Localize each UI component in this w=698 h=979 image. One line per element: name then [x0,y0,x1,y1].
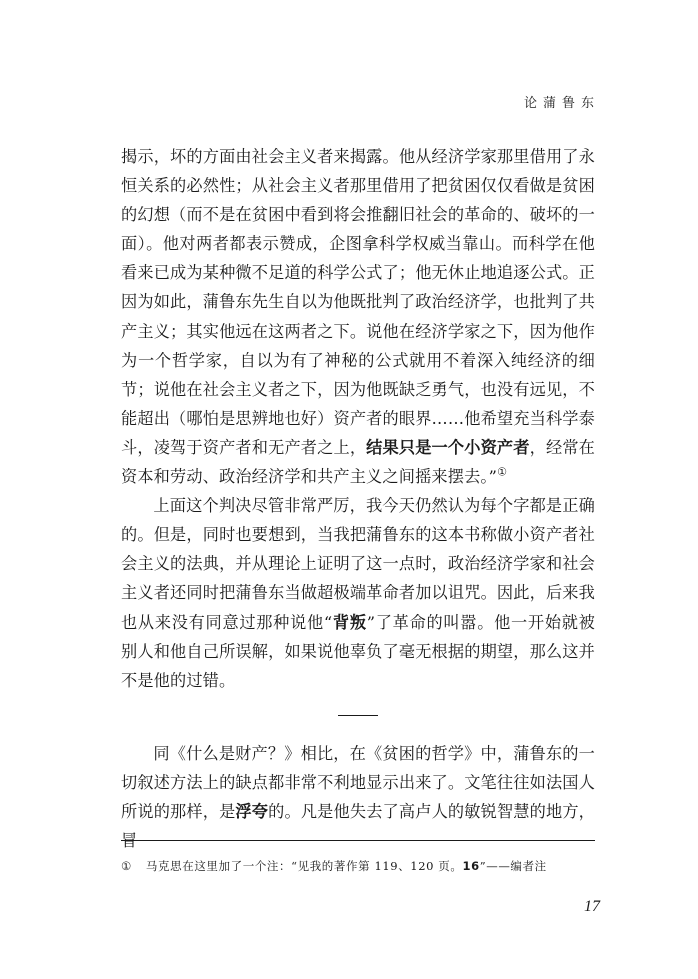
page-number: 17 [584,898,600,915]
paragraph-3-text-b: 的。凡是他失去了高卢人的敏锐智慧的地方，冒 [121,801,596,851]
footnote-reference[interactable]: ① [497,465,508,479]
paragraph-3-text-a: 同《什么是财产？》相比，在《贫困的哲学》中，蒲鲁东的一切叙述方法上的缺点都非常不利地显示出来了。文笔往往如法国人所说的那样，是 [121,743,595,821]
paragraph-2 [121,491,595,695]
paragraph-3 [121,739,595,855]
section-separator [338,715,378,716]
paragraph-1-text-b: ，经常在资本和劳动、政治经济学和共产主义之间摇来摆去。” [121,437,595,487]
footnote-text-a: 马克思在这里加了一个注：“见我的著作第 119、120 页。 [145,859,463,873]
footnote-ref-number: 16 [462,859,480,873]
footnote [121,858,595,874]
paragraph-1-text-a: 揭示，坏的方面由社会主义者来揭露。他从经济学家那里借用了永恒关系的必然性；从社会主义者那里借用了把贫困仅仅看做是贫困的幻想（而不是在贫困中看到将会推翻旧社会的革命的、破坏的一面）。他对两者都表示赞成，企图拿科学权威当靠山。而科学在他看来已成为某种微不足道的科学公式了；他无休止地追逐公式。正因为如此，蒲鲁东先生自以为他既批判了政治经济学，也批判了共产主义；其实他远在这两者之下。说他在经济学家之下，因为他作为一个哲学家，自以为有了神秘的公式就用不着深入纯经济的细节；说他在社会主义者之下，因为他既缺乏勇气，也没有远见，不能超出（哪怕是思辨地也好）资产者的眼界……他希望充当科学泰斗，凌驾于资产者和无产者之上， [121,147,595,457]
paragraph-1 [121,142,595,491]
paragraph-2-text-b: ”了革命的叫嚣。他一开始就被别人和他自己所误解，如果说他辜负了毫无根据的期望，那么这并不是他的过错。 [121,612,595,690]
running-head: 论蒲鲁东 [523,96,600,111]
footnote-text-b: ”——编者注 [479,859,547,873]
emphasis-petty-bourgeois: 结果只是一个小资产者 [366,437,530,457]
paragraph-2-text-a: 上面这个判决尽管非常严厉，我今天仍然认为每个字都是正确的。但是，同时也要想到，当我把蒲鲁东的这本书称做小资产者社会主义的法典，并从理论上证明了这一点时，政治经济学家和社会主义者还同时把蒲鲁东当做超极端革命者加以诅咒。因此，后来我也从来没有同意过那种说他“ [121,496,595,632]
footnote-marker: ① [121,859,132,873]
body-text [121,142,595,855]
emphasis-bombastic: 浮夸 [235,801,269,821]
footnote-rule [121,840,595,841]
emphasis-betrayal: 背叛 [332,612,367,632]
